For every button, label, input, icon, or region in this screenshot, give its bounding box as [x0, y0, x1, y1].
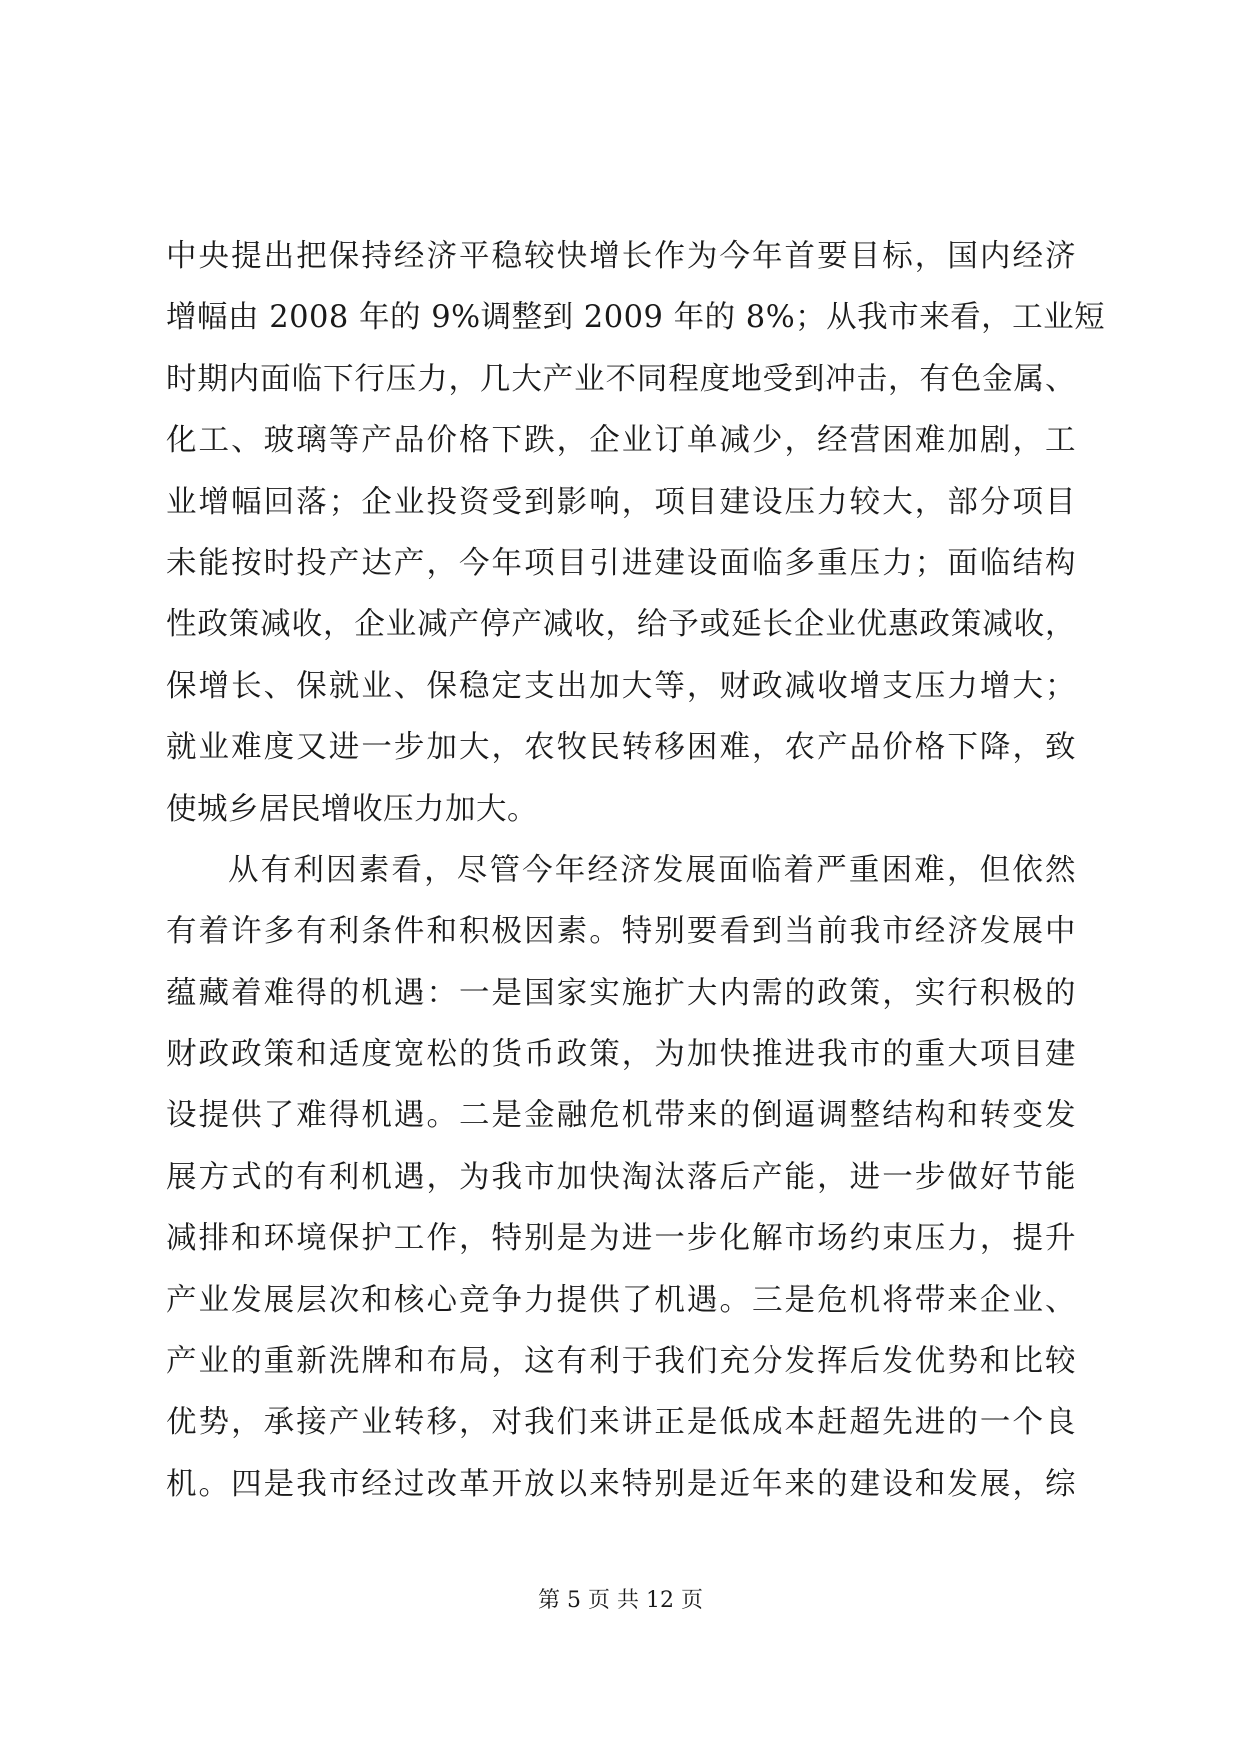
text-line: 机。四是我市经过改革开放以来特别是近年来的建设和发展，综	[166, 1466, 1076, 1502]
paragraph-2	[166, 840, 1076, 1515]
page-number: 第 5 页 共 12 页	[538, 1588, 703, 1613]
text-line: 减排和环境保护工作，特别是为进一步化解市场约束压力，提升	[166, 1221, 1076, 1257]
text-line: 中央提出把保持经济平稳较快增长作为今年首要目标，国内经济	[166, 239, 1076, 274]
text-line: 就业难度又进一步加大，农牧民转移困难，农产品价格下降，致	[166, 730, 1076, 766]
text-line: 优势，承接产业转移，对我们来讲正是低成本赶超先进的一个良	[166, 1405, 1076, 1441]
text-line: 化工、玻璃等产品价格下跌，企业订单减少，经营困难加剧，工	[166, 423, 1076, 459]
text-line: 未能按时投产达产，今年项目引进建设面临多重压力；面临结构	[166, 545, 1076, 581]
text-line: 使城乡居民增收压力加大。	[166, 791, 538, 827]
text-line: 产业的重新洗牌和布局，这有利于我们充分发挥后发优势和比较	[166, 1344, 1076, 1380]
text-line: 产业发展层次和核心竞争力提供了机遇。三是危机将带来企业、	[166, 1282, 1076, 1318]
text-line: 增幅由 2008 年的 9%调整到 2009 年的 8%；从我市来看，工业短	[166, 300, 1106, 336]
text-line: 有着许多有利条件和积极因素。特别要看到当前我市经济发展中	[166, 914, 1076, 950]
text-line: 性政策减收，企业减产停产减收，给予或延长企业优惠政策减收，	[166, 607, 1076, 643]
text-line: 业增幅回落；企业投资受到影响，项目建设压力较大，部分项目	[166, 484, 1076, 520]
text-line: 时期内面临下行压力，几大产业不同程度地受到冲击，有色金属、	[166, 361, 1076, 397]
text-line: 设提供了难得机遇。二是金融危机带来的倒逼调整结构和转变发	[166, 1098, 1076, 1134]
text-line: 保增长、保就业、保稳定支出加大等，财政减收增支压力增大；	[166, 668, 1076, 704]
body-text	[166, 226, 1106, 1515]
text-line: 蕴藏着难得的机遇：一是国家实施扩大内需的政策，实行积极的	[166, 975, 1076, 1011]
text-line: 财政政策和适度宽松的货币政策，为加快推进我市的重大项目建	[166, 1037, 1076, 1073]
paragraph-1	[166, 226, 1106, 840]
page-footer	[0, 1586, 1241, 1616]
text-line: 从有利因素看，尽管今年经济发展面临着严重困难，但依然	[228, 852, 1076, 888]
text-line: 展方式的有利机遇，为我市加快淘汰落后产能，进一步做好节能	[166, 1159, 1076, 1195]
